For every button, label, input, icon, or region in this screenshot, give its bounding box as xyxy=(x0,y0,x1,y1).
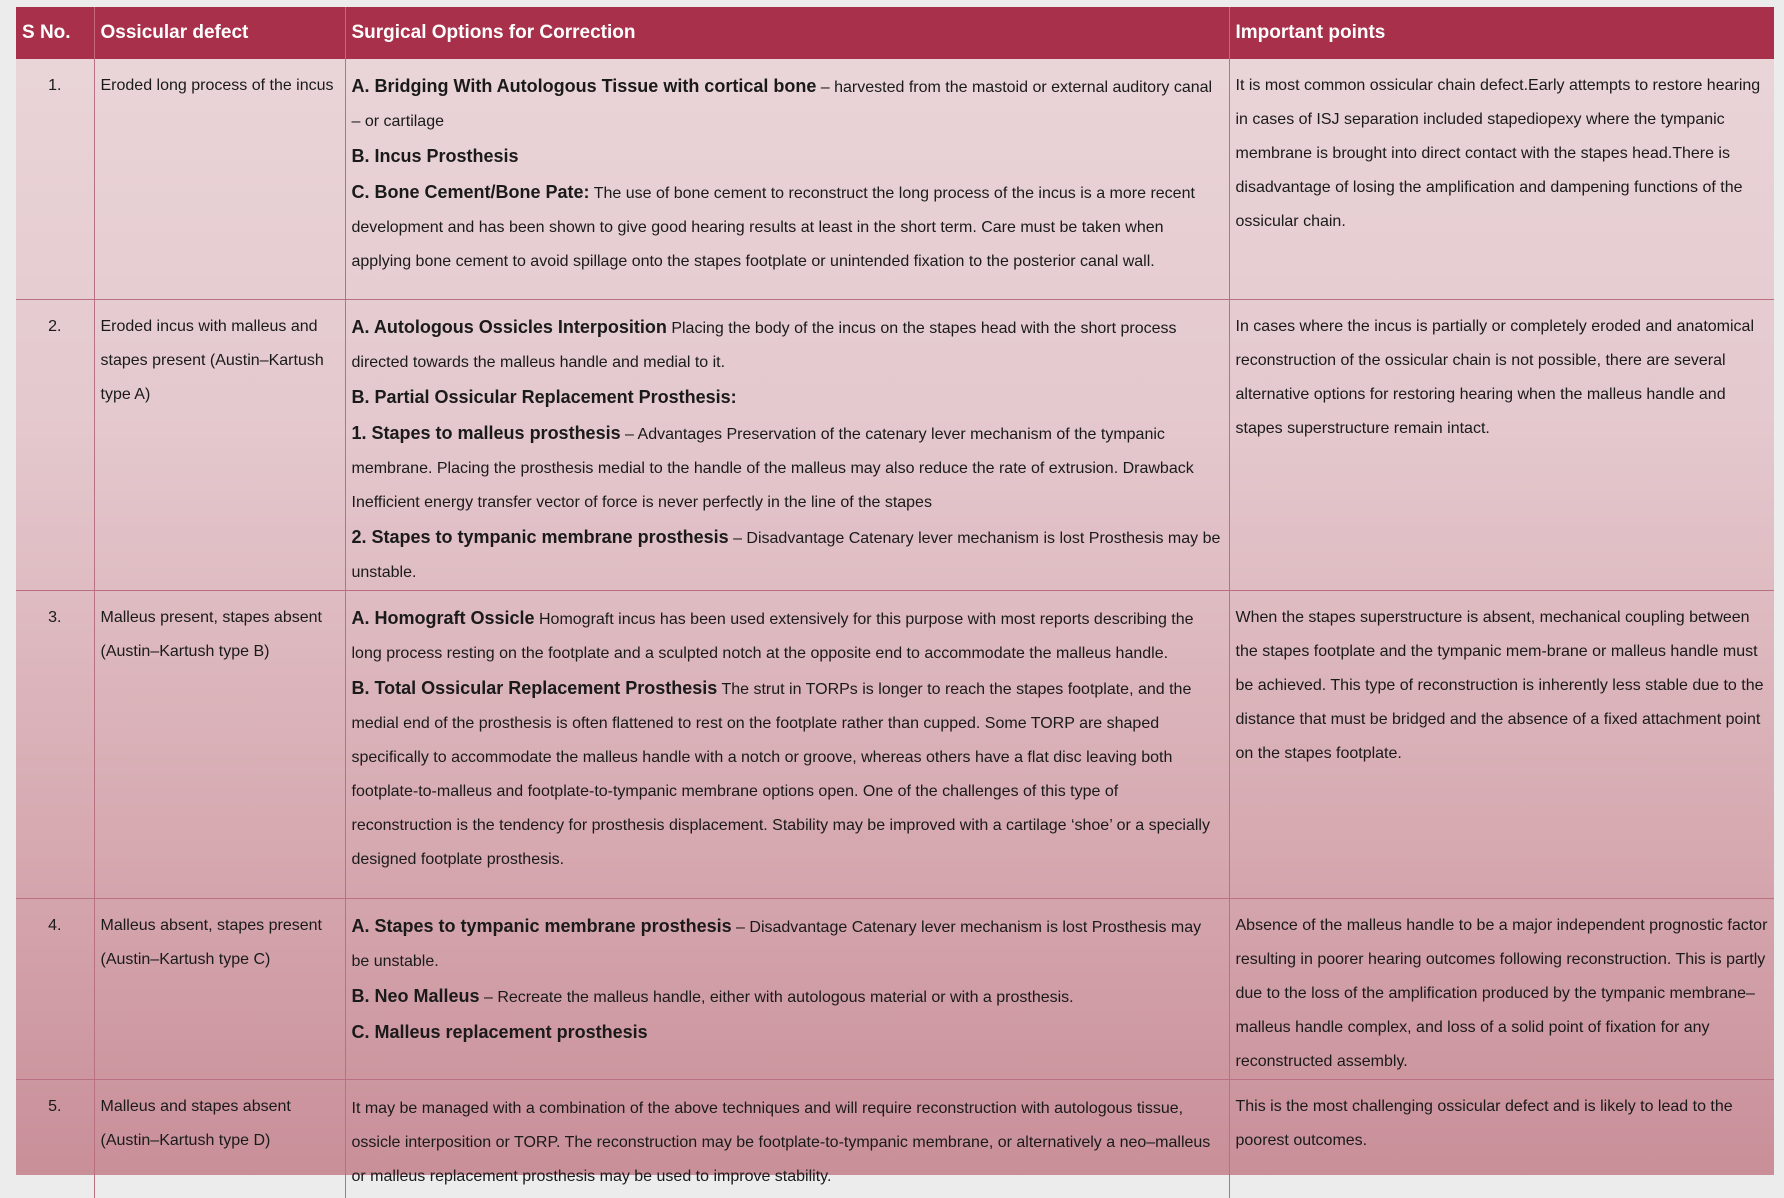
option-text: – Recreate the malleus handle, either with autologous material or with a prosthesis. xyxy=(480,989,1074,1006)
option-title: B. Incus Prosthesis xyxy=(352,146,519,166)
option-text: It may be managed with a combination of the above techniques and will require reconstruction with autologous tissue, ossicle interposition or TORP. The reconstruction may be footplate-to-tympanic membrane, or alternatively a neo–malleus or malleus replacement prosthesis may be used to improve stability. xyxy=(352,1100,1211,1185)
row-defect: Eroded long process of the incus xyxy=(94,59,345,300)
row-sno xyxy=(16,1080,94,1198)
option-item xyxy=(352,909,1223,979)
row-defect: Malleus absent, stapes present (Austin–Kartush type C) xyxy=(94,899,345,1080)
option-title: A. Homograft Ossicle xyxy=(352,608,535,628)
row-points: It is most common ossicular chain defect.Early attempts to restore hearing in cases of ISJ separation included stapediopexy where the tympanic membrane is brought into direct contact with the stapes head.There is disadvantage of losing the amplification and dampening functions of the ossicular chain. xyxy=(1229,59,1774,300)
header-ossicular-defect: Ossicular defect xyxy=(94,7,345,59)
option-item xyxy=(352,416,1223,520)
row-points: Absence of the malleus handle to be a major independent prognostic factor resulting in poorer hearing outcomes following reconstruction. This is partly due to the loss of the amplification produced by the tympanic membrane– malleus handle complex, and loss of a solid point of fixation for any reconstructed assembly. xyxy=(1229,899,1774,1080)
row-points: When the stapes superstructure is absent, mechanical coupling between the stapes footplate and the tympanic mem-brane or malleus handle must be achieved. This type of reconstruction is inherently less stable due to the distance that must be bridged and the absence of a fixed attachment point on the stapes footplate. xyxy=(1229,591,1774,899)
option-title: B. Neo Malleus xyxy=(352,986,480,1006)
row-defect: Malleus present, stapes absent (Austin–Kartush type B) xyxy=(94,591,345,899)
option-title: C. Bone Cement/Bone Pate: xyxy=(352,182,590,202)
table-row xyxy=(16,591,1774,899)
option-item xyxy=(352,175,1223,279)
option-item xyxy=(352,601,1223,671)
option-item xyxy=(352,310,1223,380)
ossicular-defects-table-wrapper xyxy=(16,7,1774,1175)
row-options xyxy=(345,591,1229,899)
row-options xyxy=(345,300,1229,591)
table-header-row xyxy=(16,7,1774,59)
option-title: A. Autologous Ossicles Interposition xyxy=(352,317,667,337)
table-row xyxy=(16,899,1774,1080)
sno-text: 2. xyxy=(48,310,61,344)
option-item xyxy=(352,671,1223,877)
option-title: B. Total Ossicular Replacement Prosthesis xyxy=(352,678,718,698)
sno-text: 5. xyxy=(48,1090,61,1124)
sno-text: 3. xyxy=(48,601,61,635)
option-title: A. Bridging With Autologous Tissue with cortical bone xyxy=(352,76,817,96)
header-surgical-options: Surgical Options for Correction xyxy=(345,7,1229,59)
table-row xyxy=(16,300,1774,591)
option-text: – harvested from the mastoid or external auditory canal – or cartilage xyxy=(352,79,1213,130)
option-title: C. Malleus replacement prosthesis xyxy=(352,1022,648,1042)
option-title: B. Partial Ossicular Replacement Prosthesis: xyxy=(352,387,737,407)
table-row xyxy=(16,1080,1774,1198)
header-sno: S No. xyxy=(16,7,94,59)
row-sno xyxy=(16,591,94,899)
option-item xyxy=(352,69,1223,139)
ossicular-defects-table xyxy=(16,7,1774,1198)
table-row xyxy=(16,59,1774,300)
option-item xyxy=(352,139,1223,175)
option-item xyxy=(352,1090,1223,1194)
row-sno xyxy=(16,59,94,300)
option-text: Placing the body of the incus on the stapes head with the short process directed towards the malleus handle and medial to it. xyxy=(352,320,1177,371)
option-text: – Disadvantage Catenary lever mechanism is lost Prosthesis may be unstable. xyxy=(352,919,1202,970)
option-text: – Advantages Preservation of the catenary lever mechanism of the tympanic membrane. Placing the prosthesis medial to the handle of the malleus may also reduce the rate of extrusion. Drawback Inefficient energy transfer vector of force is never perfectly in the line of the stapes xyxy=(352,426,1194,511)
option-title: 1. Stapes to malleus prosthesis xyxy=(352,423,621,443)
row-sno xyxy=(16,899,94,1080)
option-text: The strut in TORPs is longer to reach the stapes footplate, and the medial end of the prosthesis is often flattened to rest on the footplate rather than cupped. Some TORP are shaped specifically to accommodate the malleus handle with a notch or groove, whereas others have a flat disc leaving both footplate-to-malleus and footplate-to-tympanic membrane options open. One of the challenges of this type of reconstruction is the tendency for prosthesis displacement. Stability may be improved with a cartilage ‘shoe’ or a specially designed footplate prosthesis. xyxy=(352,681,1210,868)
option-item xyxy=(352,380,1223,416)
header-important-points: Important points xyxy=(1229,7,1774,59)
option-text: – Disadvantage Catenary lever mechanism is lost Prosthesis may be unstable. xyxy=(352,530,1221,581)
sno-text: 1. xyxy=(48,69,61,103)
option-title: A. Stapes to tympanic membrane prosthesis xyxy=(352,916,732,936)
row-defect: Malleus and stapes absent (Austin–Kartush type D) xyxy=(94,1080,345,1198)
row-sno xyxy=(16,300,94,591)
option-text: Homograft incus has been used extensively for this purpose with most reports describing the long process resting on the footplate and a sculpted notch at the opposite end to accommodate the malleus handle. xyxy=(352,611,1194,662)
option-item xyxy=(352,979,1223,1015)
row-defect: Eroded incus with malleus and stapes present (Austin–Kartush type A) xyxy=(94,300,345,591)
row-points: In cases where the incus is partially or completely eroded and anatomical reconstruction of the ossicular chain is not possible, there are several alternative options for restoring hearing when the malleus handle and stapes superstructure remain intact. xyxy=(1229,300,1774,591)
row-options xyxy=(345,1080,1229,1198)
row-options xyxy=(345,59,1229,300)
option-item xyxy=(352,1015,1223,1051)
option-title: 2. Stapes to tympanic membrane prosthesis xyxy=(352,527,729,547)
row-options xyxy=(345,899,1229,1080)
option-item xyxy=(352,520,1223,590)
row-points: This is the most challenging ossicular defect and is likely to lead to the poorest outcomes. xyxy=(1229,1080,1774,1198)
option-text: The use of bone cement to reconstruct the long process of the incus is a more recent development and has been shown to give good hearing results at least in the short term. Care must be taken when applying bone cement to avoid spillage onto the stapes footplate or unintended fixation to the posterior canal wall. xyxy=(352,185,1195,270)
sno-text: 4. xyxy=(48,909,61,943)
